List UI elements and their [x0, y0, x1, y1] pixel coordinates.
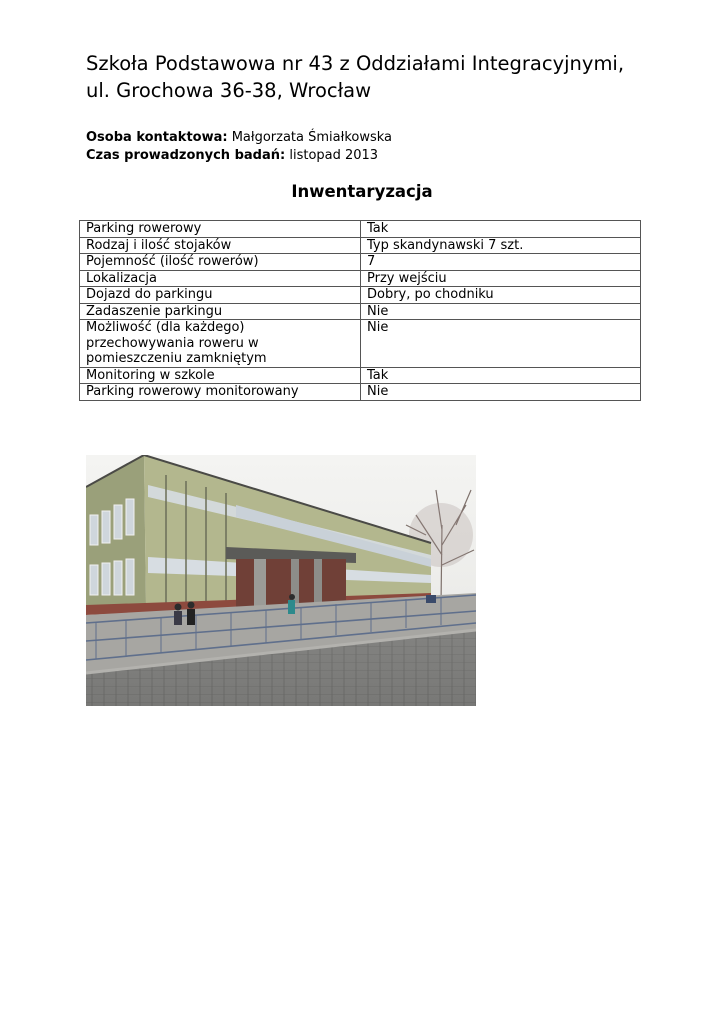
table-cell-value: Tak	[361, 221, 641, 238]
table-row	[80, 254, 641, 271]
table-row	[80, 384, 641, 401]
period-row	[86, 147, 392, 165]
school-building-photo	[86, 455, 476, 706]
table-cell-value: Typ skandynawski 7 szt.	[361, 237, 641, 254]
title-line-2: ul. Grochowa 36-38, Wrocław	[86, 79, 372, 102]
table-row	[80, 270, 641, 287]
table-row	[80, 303, 641, 320]
title-line-1: Szkoła Podstawowa nr 43 z Oddziałami Integracyjnymi,	[86, 52, 625, 75]
contact-row	[86, 129, 392, 147]
table-cell-value: 7	[361, 254, 641, 271]
table-cell-label: Lokalizacja	[80, 270, 361, 287]
table-cell-label: Pojemność (ilość rowerów)	[80, 254, 361, 271]
contact-label: Osoba kontaktowa:	[86, 130, 228, 145]
inventory-table	[79, 220, 641, 401]
table-cell-label: Możliwość (dla każdego) przechowywania roweru w pomieszczeniu zamkniętym	[80, 320, 361, 368]
period-value: listopad 2013	[289, 148, 379, 163]
meta-block	[86, 129, 392, 165]
table-row	[80, 237, 641, 254]
table-cell-label: Dojazd do parkingu	[80, 287, 361, 304]
table-cell-value: Tak	[361, 367, 641, 384]
period-label: Czas prowadzonych badań:	[86, 148, 286, 163]
table-cell-value: Nie	[361, 384, 641, 401]
table-cell-label: Parking rowerowy	[80, 221, 361, 238]
contact-value: Małgorzata Śmiałkowska	[231, 130, 393, 145]
table-cell-label: Zadaszenie parkingu	[80, 303, 361, 320]
table-row	[80, 320, 641, 368]
table-cell-label: Monitoring w szkole	[80, 367, 361, 384]
table-cell-value: Dobry, po chodniku	[361, 287, 641, 304]
table-cell-value: Przy wejściu	[361, 270, 641, 287]
document-title	[86, 50, 686, 104]
table-cell-label: Rodzaj i ilość stojaków	[80, 237, 361, 254]
section-heading: Inwentaryzacja	[291, 182, 433, 201]
table-cell-value: Nie	[361, 320, 641, 368]
table-cell-value: Nie	[361, 303, 641, 320]
table-row	[80, 367, 641, 384]
table-row	[80, 287, 641, 304]
table-row	[80, 221, 641, 238]
table-cell-label: Parking rowerowy monitorowany	[80, 384, 361, 401]
